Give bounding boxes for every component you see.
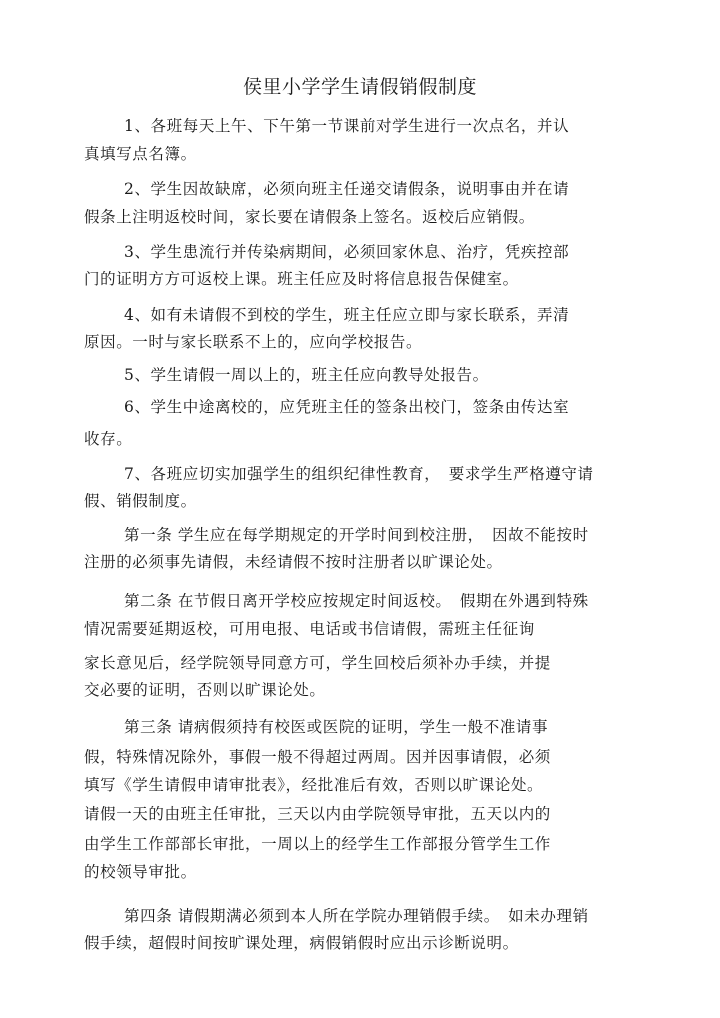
article-3-line-3: 填写《学生请假申请审批表》，经批准后有效，否则以旷课论处。 bbox=[84, 776, 544, 794]
rule-4-line-2: 原因。一时与家长联系不上的，应向学校报告。 bbox=[84, 333, 423, 351]
rule-7-line-1: 7、各班应切实加强学生的组织纪律性教育， 要求学生严格遵守请 bbox=[124, 465, 594, 483]
article-2-line-2: 情况需要延期返校，可用电报、电话或书信请假，需班主任征询 bbox=[84, 620, 535, 638]
page-title: 侯里小学学生请假销假制度 bbox=[242, 76, 477, 98]
article-3-line-6: 的校领导审批。 bbox=[84, 863, 197, 881]
article-3-line-2: 假，特殊情况除外，事假一般不得超过两周。因并因事请假，必须 bbox=[84, 748, 551, 766]
article-2-line-4: 交必要的证明，否则以旷课论处。 bbox=[84, 681, 326, 699]
rule-6-line-1: 6、学生中途离校的，应凭班主任的签条出校门，签条由传达室 bbox=[124, 398, 570, 416]
article-2-line-1: 第二条 在节假日离开学校应按规定时间返校。 假期在外遇到特殊 bbox=[124, 592, 589, 610]
article-1-line-2: 注册的必须事先请假，未经请假不按时注册者以旷课论处。 bbox=[84, 553, 503, 571]
rule-2-line-1: 2、学生因故缺席，必须向班主任递交请假条，说明事由并在请 bbox=[124, 180, 570, 198]
rule-4-line-1: 4、如有未请假不到校的学生，班主任应立即与家长联系，弄清 bbox=[124, 306, 570, 324]
rule-1-line-2: 真填写点名簿。 bbox=[84, 145, 197, 163]
rule-3-line-2: 门的证明方方可返校上课。班主任应及时将信息报告保健室。 bbox=[84, 270, 519, 288]
article-2-line-3: 家长意见后，经学院领导同意方可，学生回校后须补办手续，并提 bbox=[84, 654, 551, 672]
rule-7-line-2: 假、销假制度。 bbox=[84, 492, 197, 510]
article-3-line-1: 第三条 请病假须持有校医或医院的证明，学生一般不准请事 bbox=[124, 718, 549, 736]
rule-2-line-2: 假条上注明返校时间，家长要在请假条上签名。返校后应销假。 bbox=[84, 208, 535, 226]
rule-6-line-2: 收存。 bbox=[84, 430, 133, 448]
article-3-line-5: 由学生工作部部长审批，一周以上的经学生工作部报分管学生工作 bbox=[84, 835, 551, 853]
article-3-line-4: 请假一天的由班主任审批，三天以内由学院领导审批，五天以内的 bbox=[84, 805, 551, 823]
article-1-line-1: 第一条 学生应在每学期规定的开学时间到校注册， 因故不能按时 bbox=[124, 526, 589, 544]
rule-5-line-1: 5、学生请假一周以上的，班主任应向教导处报告。 bbox=[124, 366, 489, 384]
rule-1-line-1: 1、各班每天上午、下午第一节课前对学生进行一次点名，并认 bbox=[124, 117, 570, 135]
rule-3-line-1: 3、学生患流行并传染病期间，必须回家休息、治疗，凭疾控部 bbox=[124, 243, 570, 261]
article-4-line-2: 假手续，超假时间按旷课处理，病假销假时应出示诊断说明。 bbox=[84, 934, 519, 952]
article-4-line-1: 第四条 请假期满必须到本人所在学院办理销假手续。 如未办理销 bbox=[124, 907, 589, 925]
